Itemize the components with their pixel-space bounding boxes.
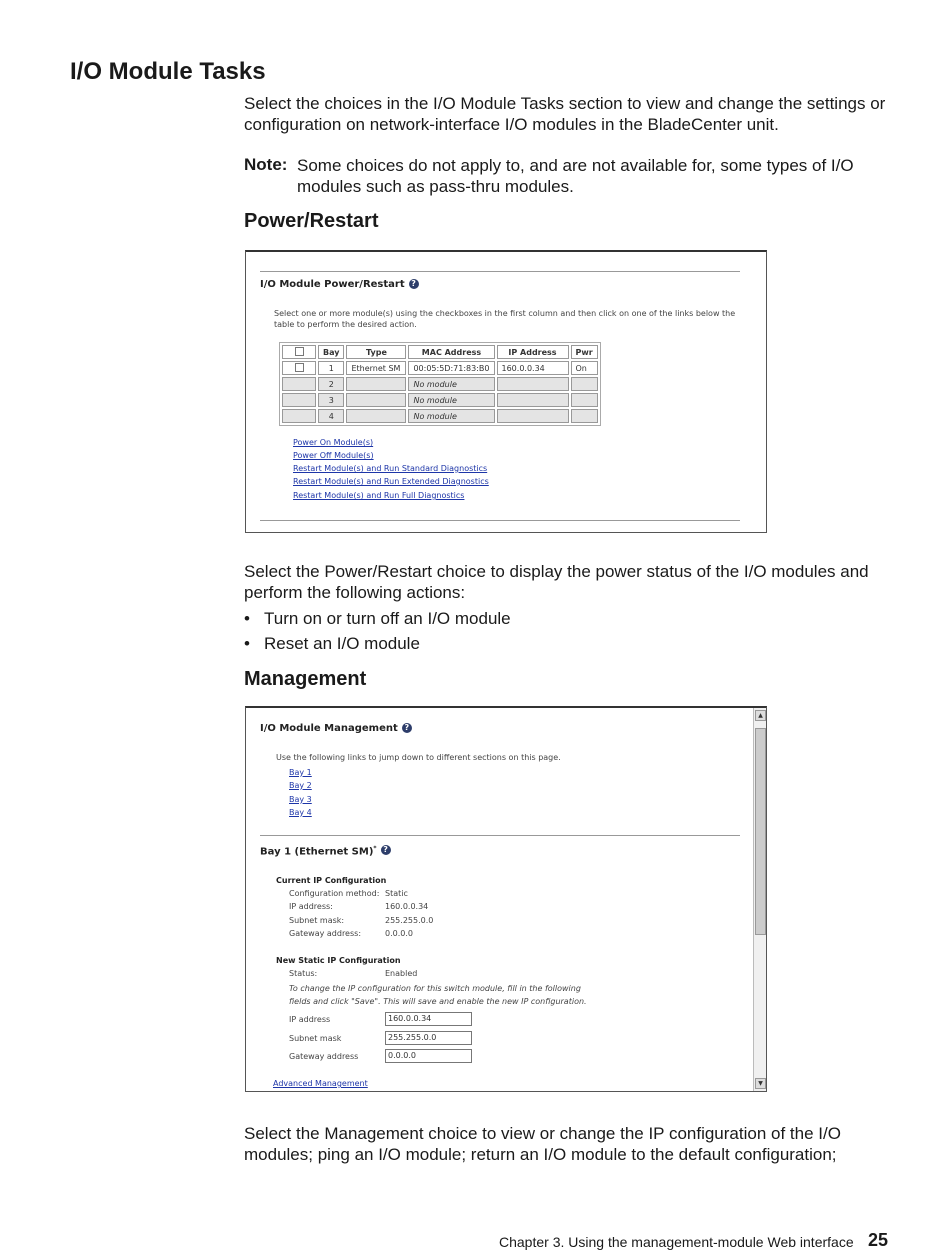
help-icon[interactable]: ? [381,845,391,855]
bay-2-link[interactable]: Bay 2 [289,781,312,790]
list-item: • Reset an I/O module [244,634,420,653]
col-pwr: Pwr [571,345,598,359]
subnet-mask-field[interactable]: 255.255.0.0 [385,1031,472,1045]
cell-bay: 2 [318,377,344,391]
select-all-checkbox-cell[interactable] [282,345,316,359]
cell-ip [497,377,569,391]
subnet-mask-label: Subnet mask [289,1034,342,1043]
select-all-checkbox[interactable] [295,347,304,356]
row-checkbox-cell [282,409,316,423]
power-restart-bullets [244,608,511,658]
new-ip-instructions-2: fields and click "Save". This will save and enable the new IP configuration. [289,997,587,1006]
table-header-row [282,345,598,359]
intro-paragraph: Select the choices in the I/O Module Tasks section to view and change the settings or configuration on network-interface I/O modules in the BladeCenter unit. [244,94,886,134]
note-label: Note: [244,155,288,174]
power-off-link[interactable]: Power Off Module(s) [293,451,374,460]
scroll-thumb[interactable] [755,728,766,935]
cell-type [346,377,406,391]
management-description: Select the Management choice to view or change the IP configuration of the I/O modules; ping an I/O module; return an I/O module to the default configuration; [244,1124,841,1164]
gateway-address-label: Gateway address [289,1052,359,1061]
cell-type [346,409,406,423]
cell-ip [497,409,569,423]
help-icon[interactable]: ? [409,279,419,289]
restart-standard-diag-link[interactable]: Restart Module(s) and Run Standard Diagnostics [293,464,488,473]
current-subnet-value: 255.255.0.0 [385,916,434,925]
module-table [279,342,601,426]
page-number: 25 [868,1230,889,1250]
power-restart-screenshot [245,250,767,533]
bay-1-link[interactable]: Bay 1 [289,768,312,777]
cell-ip: 160.0.0.34 [497,361,569,375]
management-title: I/O Module Management ? [260,723,412,734]
status-value: Enabled [385,969,418,978]
current-gateway-value: 0.0.0.0 [385,929,413,938]
row-checkbox-cell[interactable] [282,361,316,375]
bay-1-title: Bay 1 (Ethernet SM)* ? [260,845,391,857]
current-ip-heading: Current IP Configuration [276,876,387,885]
jump-instructions: Use the following links to jump down to different sections on this page. [276,753,561,762]
new-ip-heading: New Static IP Configuration [276,956,401,965]
cell-mac: No module [408,409,494,423]
bay-4-link[interactable]: Bay 4 [289,808,312,817]
cell-pwr [571,409,598,423]
footer-chapter: Chapter 3. Using the management-module Web interface [499,1234,854,1250]
current-ip-value: 160.0.0.34 [385,902,429,911]
power-restart-title: I/O Module Power/Restart ? [260,279,419,290]
power-restart-description: Select the Power/Restart choice to display the power status of the I/O modules and perform the following actions: [244,562,869,602]
bottom-divider [260,520,740,521]
top-divider [260,271,740,272]
help-icon[interactable]: ? [402,723,412,733]
gateway-address-field[interactable]: 0.0.0.0 [385,1049,472,1063]
cell-mac: 00:05:5D:71:83:B0 [408,361,494,375]
bay-3-link[interactable]: Bay 3 [289,795,312,804]
row-checkbox[interactable] [295,363,304,372]
restart-full-diag-link[interactable]: Restart Module(s) and Run Full Diagnostics [293,491,465,500]
cell-pwr [571,377,598,391]
cell-mac: No module [408,377,494,391]
cell-bay: 1 [318,361,344,375]
cell-ip [497,393,569,407]
scrollbar[interactable] [753,708,766,1091]
advanced-management-link[interactable]: Advanced Management [273,1079,368,1088]
cell-pwr: On [571,361,598,375]
current-ip-label: IP address: [289,902,333,911]
new-ip-instructions-1: To change the IP configuration for this switch module, fill in the following [289,984,581,993]
row-checkbox-cell [282,377,316,391]
current-gateway-label: Gateway address: [289,929,362,938]
scroll-down-icon[interactable]: ▼ [755,1078,766,1089]
scroll-up-icon[interactable]: ▲ [755,710,766,721]
power-restart-instructions: Select one or more module(s) using the checkboxes in the first column and then click on one of the links below the table to perform the desired action. [274,309,736,329]
table-row [282,361,598,375]
cell-mac: No module [408,393,494,407]
cell-bay: 3 [318,393,344,407]
table-row [282,377,598,391]
ip-address-label: IP address [289,1015,331,1024]
cell-pwr [571,393,598,407]
power-restart-heading: Power/Restart [244,210,379,232]
list-item: • Turn on or turn off an I/O module [244,609,511,628]
power-on-link[interactable]: Power On Module(s) [293,438,374,447]
restart-extended-diag-link[interactable]: Restart Module(s) and Run Extended Diagnostics [293,477,489,486]
cell-bay: 4 [318,409,344,423]
current-subnet-label: Subnet mask: [289,916,345,925]
col-type: Type [346,345,406,359]
row-checkbox-cell [282,393,316,407]
col-ip: IP Address [497,345,569,359]
cell-type: Ethernet SM [346,361,406,375]
table-row [282,409,598,423]
section-divider [260,835,740,836]
management-heading: Management [244,668,367,690]
table-row [282,393,598,407]
col-mac: MAC Address [408,345,494,359]
config-method-value: Static [385,889,408,898]
status-label: Status: [289,969,318,978]
ip-address-field[interactable]: 160.0.0.34 [385,1012,472,1026]
col-bay: Bay [318,345,344,359]
note-text: Some choices do not apply to, and are not available for, some types of I/O modules such as pass-thru modules. [297,156,854,196]
config-method-label: Configuration method: [289,889,380,898]
page-heading: I/O Module Tasks [70,58,266,85]
management-screenshot [245,706,767,1092]
cell-type [346,393,406,407]
